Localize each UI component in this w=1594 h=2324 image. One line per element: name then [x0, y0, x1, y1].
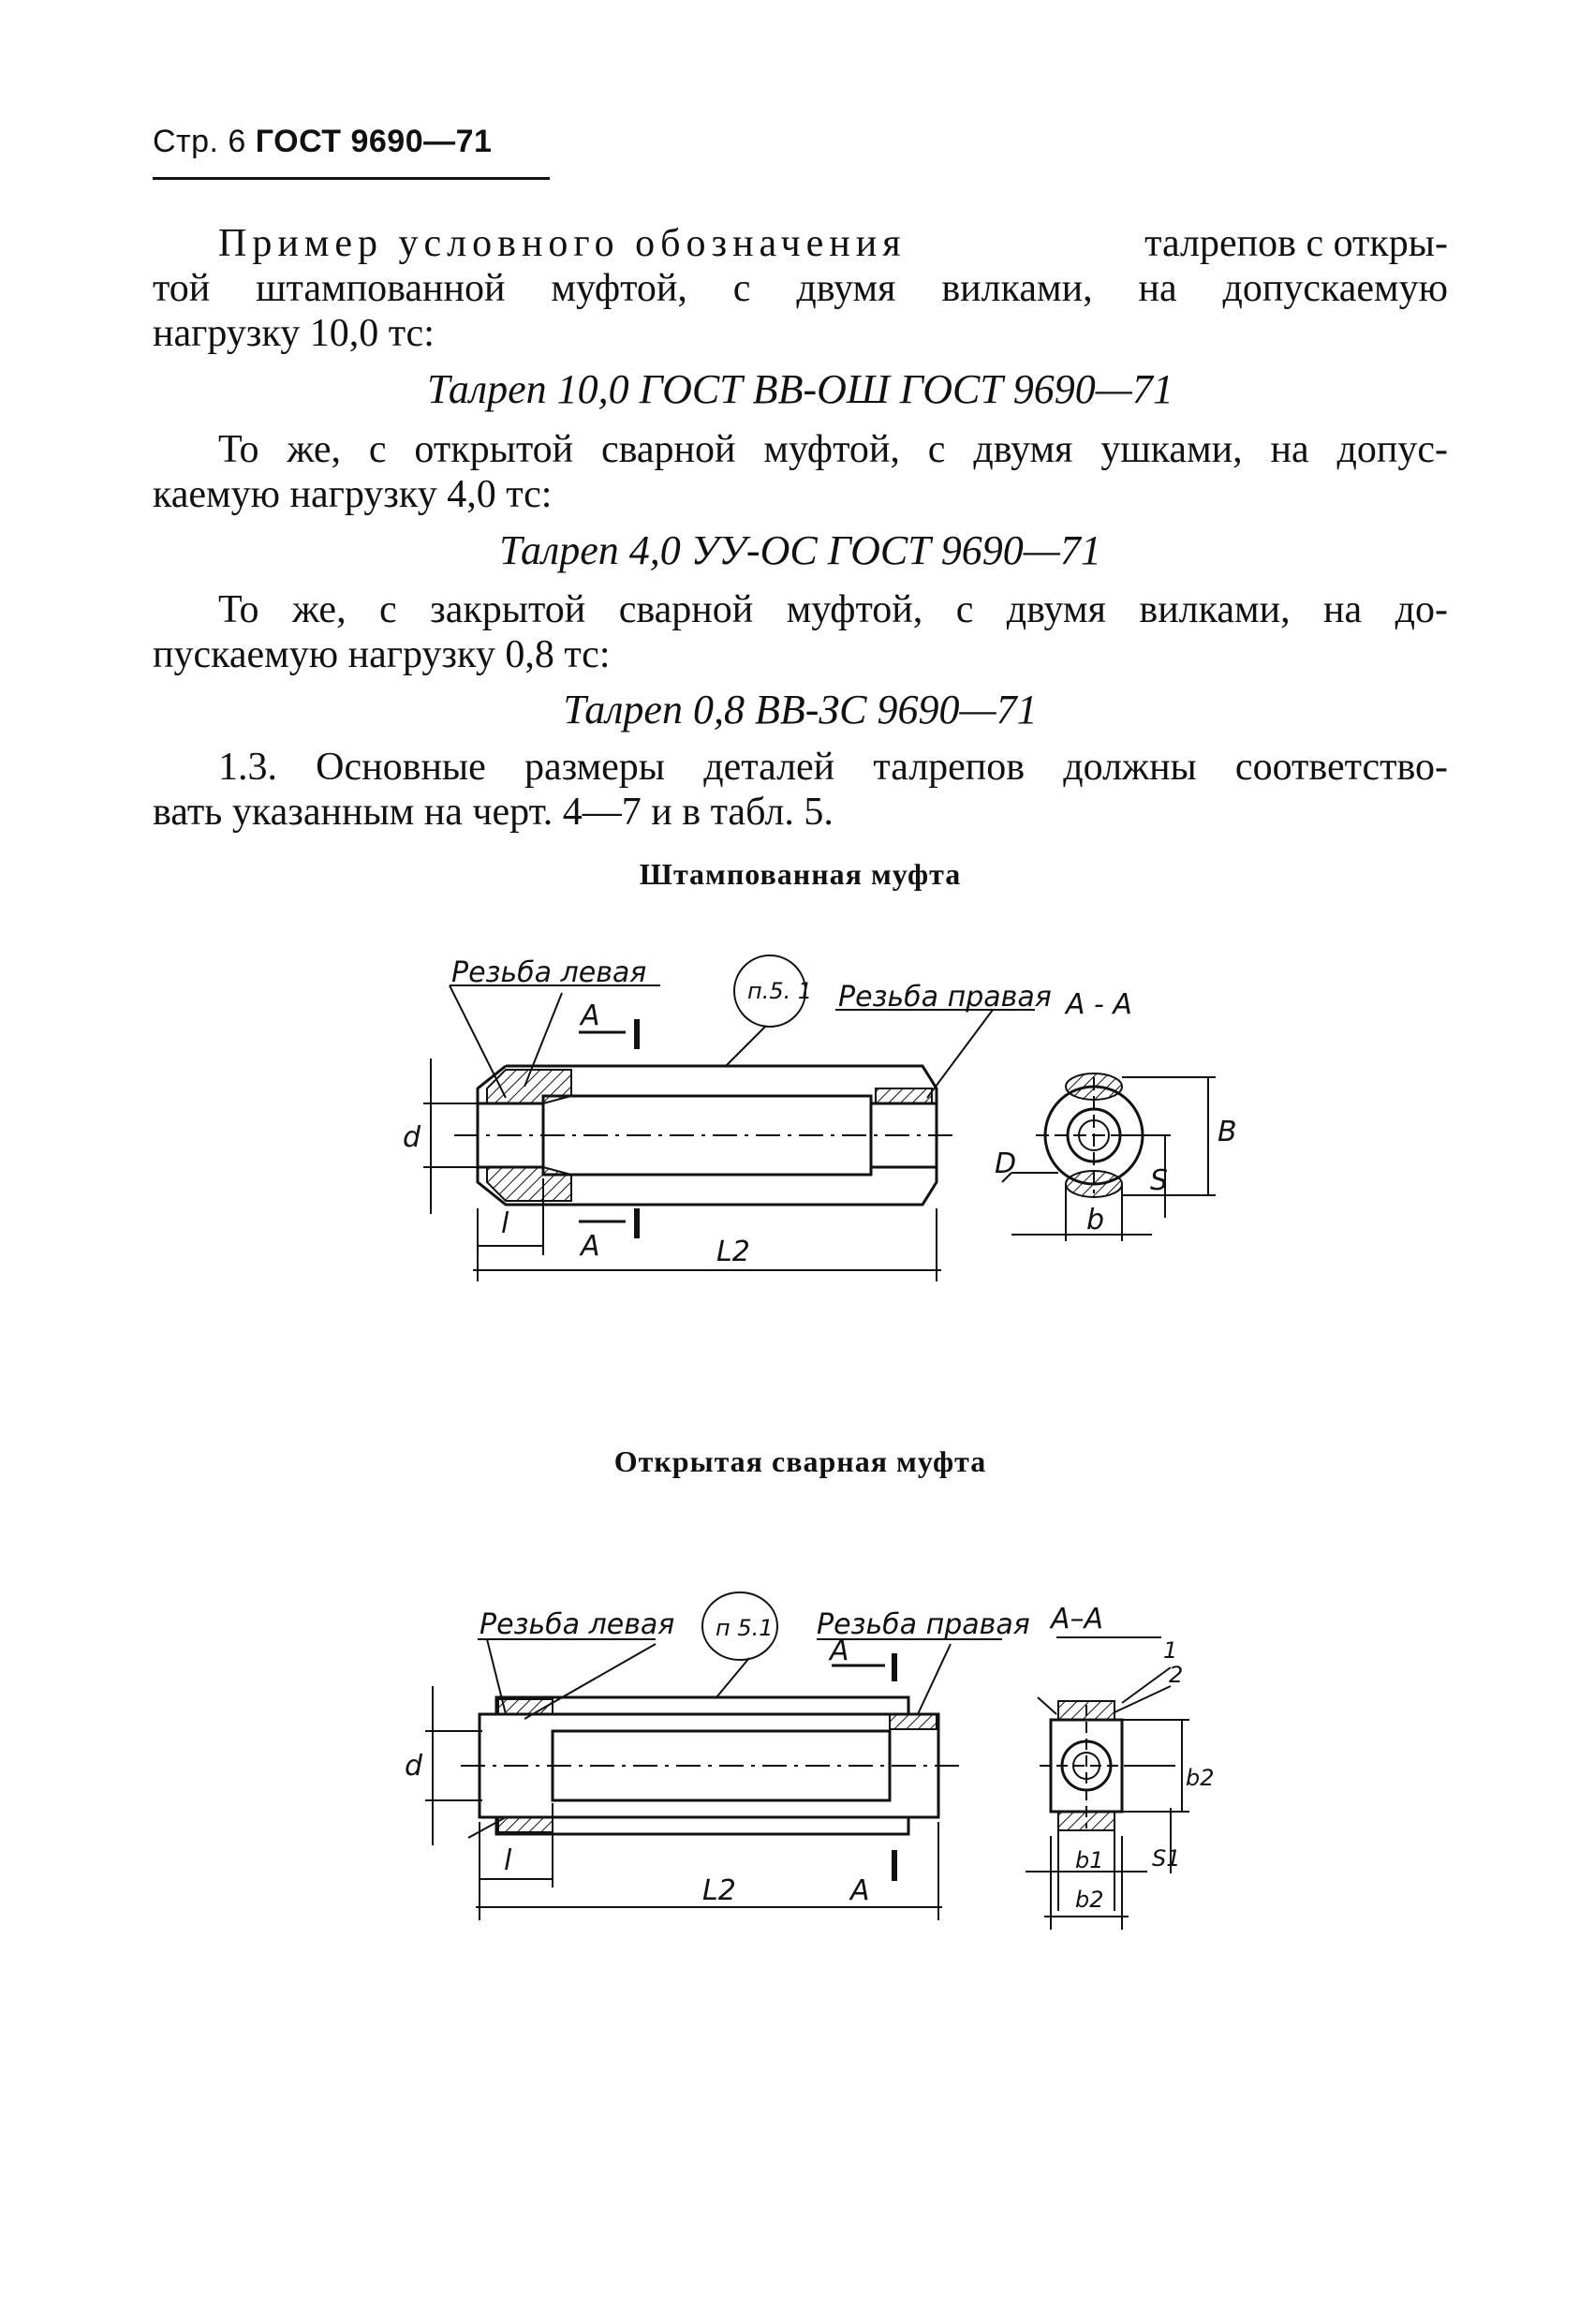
paragraph-text: вать указанным на черт. 4—7 и в табл. 5. [153, 791, 834, 834]
dim-S1-label: S1 [1152, 1845, 1181, 1872]
paragraph-text: То же, с открытой сварной муфтой, с двумя ушками, на допус- [218, 428, 1448, 471]
section-mark-bottom: А [581, 1230, 600, 1263]
dim-l-label: l [501, 1207, 509, 1240]
section-plate-top [1058, 1701, 1114, 1720]
figure-caption: Штампованная муфта [639, 857, 962, 891]
section-title: А - А [1066, 988, 1132, 1021]
standard-number: ГОСТ 9690—71 [255, 124, 493, 159]
dim-D-label: D [995, 1147, 1017, 1180]
section-mark-top: А [581, 999, 600, 1032]
thread-left-label: Резьба левая [451, 956, 647, 989]
note-ref-label: п.5. 1 [747, 978, 813, 1004]
callout-1: 1 [1163, 1637, 1178, 1664]
dim-b1-label: b1 [1075, 1847, 1104, 1873]
figure-caption: Открытая сварная муфта [613, 1444, 987, 1478]
dim-L2-label: L2 [702, 1874, 736, 1907]
dim-S-label: S [1150, 1164, 1169, 1197]
section-title: А–А [1051, 1603, 1104, 1636]
dim-l-label: l [504, 1844, 512, 1877]
paragraph-text: той штампованной муфтой, с двумя вилками, на допускаемую [153, 267, 1448, 310]
dim-L2-label: L2 [716, 1236, 750, 1268]
designation-example: Талреп 4,0 УУ-ОС ГОСТ 9690—71 [499, 527, 1101, 573]
thread-left-label: Резьба левая [480, 1608, 675, 1641]
dim-b2-side-label: b2 [1186, 1765, 1215, 1791]
designation-example: Талреп 10,0 ГОСТ ВВ-ОШ ГОСТ 9690—71 [427, 366, 1173, 412]
section-mark-top: А [830, 1635, 849, 1667]
dim-d-label: d [405, 1750, 423, 1783]
thread-right-label: Резьба правая [838, 981, 1052, 1014]
section-mark-bottom: А [850, 1874, 870, 1907]
paragraph-text: пускаемую нагрузку 0,8 тс: [153, 633, 611, 676]
callout-2: 2 [1169, 1662, 1184, 1688]
paragraph-text: нагрузку 10,0 тс: [153, 312, 435, 355]
weld-hatch-right [890, 1714, 937, 1729]
paragraph-text: каемую нагрузку 4,0 тс: [153, 473, 553, 516]
paragraph-text: Пример условного обозначения [218, 222, 907, 265]
paragraph-text: талрепов с откры- [1144, 222, 1448, 265]
dim-d-label: d [403, 1121, 421, 1154]
dim-B-label: B [1218, 1116, 1237, 1148]
weld-hatch-left-bottom [498, 1817, 553, 1832]
paragraph-text: 1.3. Основные размеры деталей талрепов должны соответство- [218, 746, 1448, 789]
section-plate-bottom [1058, 1812, 1114, 1830]
designation-example: Талреп 0,8 ВВ-ЗС 9690—71 [563, 687, 1038, 733]
paragraph-text: То же, с закрытой сварной муфтой, с двумя вилками, на до- [218, 588, 1448, 631]
dim-b2-label: b2 [1075, 1887, 1104, 1913]
thread-right-label: Резьба правая [817, 1608, 1030, 1641]
page-number: Стр. 6 [153, 124, 246, 159]
dim-b-label: b [1086, 1204, 1105, 1236]
note-ref-label: п 5.1 [716, 1615, 774, 1641]
